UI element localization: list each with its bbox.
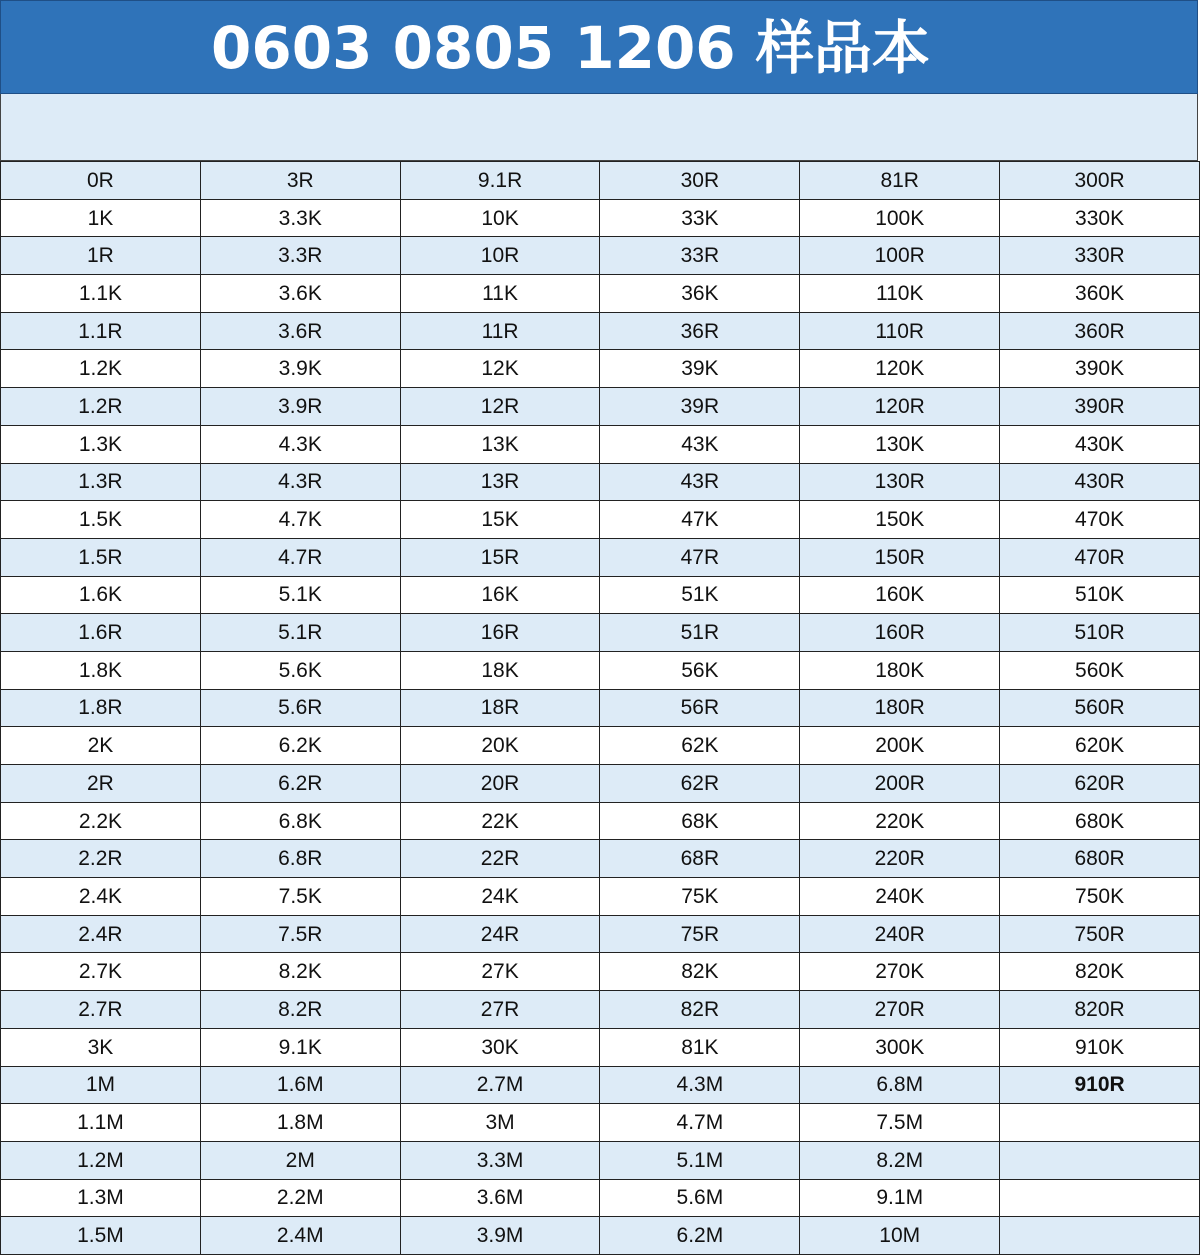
table-cell: 39K bbox=[600, 350, 800, 388]
table-cell: 5.6R bbox=[200, 689, 400, 727]
resistor-values-table bbox=[0, 161, 1200, 1255]
table-cell: 2R bbox=[1, 765, 201, 803]
table-cell: 5.1K bbox=[200, 576, 400, 614]
table-cell: 75R bbox=[600, 915, 800, 953]
table-body bbox=[1, 162, 1200, 1255]
table-cell: 100K bbox=[800, 199, 1000, 237]
table-cell: 1.8R bbox=[1, 689, 201, 727]
table-cell: 820R bbox=[1000, 991, 1200, 1029]
table-cell: 30K bbox=[400, 1028, 600, 1066]
table-cell: 20R bbox=[400, 765, 600, 803]
table-cell: 910R bbox=[1000, 1066, 1200, 1104]
table-cell: 1.1R bbox=[1, 312, 201, 350]
table-cell: 2.7R bbox=[1, 991, 201, 1029]
table-cell: 240K bbox=[800, 878, 1000, 916]
table-row bbox=[1, 915, 1200, 953]
table-cell: 16R bbox=[400, 614, 600, 652]
table-cell: 1R bbox=[1, 237, 201, 275]
table-cell: 200R bbox=[800, 765, 1000, 803]
table-cell bbox=[1000, 1104, 1200, 1142]
table-row bbox=[1, 727, 1200, 765]
table-cell: 3M bbox=[400, 1104, 600, 1142]
table-cell bbox=[1000, 1179, 1200, 1217]
table-cell: 620R bbox=[1000, 765, 1200, 803]
table-row bbox=[1, 501, 1200, 539]
table-cell: 11K bbox=[400, 275, 600, 313]
table-row bbox=[1, 1141, 1200, 1179]
table-cell: 1.5K bbox=[1, 501, 201, 539]
table-cell: 68R bbox=[600, 840, 800, 878]
table-cell: 2.7K bbox=[1, 953, 201, 991]
page-title: 0603 0805 1206 样品本 bbox=[211, 14, 930, 82]
table-cell: 51K bbox=[600, 576, 800, 614]
table-cell: 30R bbox=[600, 162, 800, 200]
table-cell: 1.1K bbox=[1, 275, 201, 313]
table-cell: 68K bbox=[600, 802, 800, 840]
table-cell: 200K bbox=[800, 727, 1000, 765]
table-cell: 560K bbox=[1000, 651, 1200, 689]
table-cell: 2.2M bbox=[200, 1179, 400, 1217]
table-cell: 3.9R bbox=[200, 388, 400, 426]
table-cell: 2.7M bbox=[400, 1066, 600, 1104]
table-row bbox=[1, 1066, 1200, 1104]
table-cell: 1.8M bbox=[200, 1104, 400, 1142]
table-cell: 150K bbox=[800, 501, 1000, 539]
table-cell: 9.1R bbox=[400, 162, 600, 200]
table-cell: 120K bbox=[800, 350, 1000, 388]
table-cell: 300R bbox=[1000, 162, 1200, 200]
table-cell: 110K bbox=[800, 275, 1000, 313]
table-row bbox=[1, 1217, 1200, 1255]
table-cell: 6.8K bbox=[200, 802, 400, 840]
table-cell: 8.2R bbox=[200, 991, 400, 1029]
table-cell: 910K bbox=[1000, 1028, 1200, 1066]
table-cell: 7.5R bbox=[200, 915, 400, 953]
table-cell: 33R bbox=[600, 237, 800, 275]
table-cell: 130R bbox=[800, 463, 1000, 501]
table-cell: 39R bbox=[600, 388, 800, 426]
table-cell: 220R bbox=[800, 840, 1000, 878]
table-cell: 510R bbox=[1000, 614, 1200, 652]
table-cell: 5.6K bbox=[200, 651, 400, 689]
table-cell: 24K bbox=[400, 878, 600, 916]
table-cell: 130K bbox=[800, 425, 1000, 463]
table-cell: 47K bbox=[600, 501, 800, 539]
table-cell: 4.7M bbox=[600, 1104, 800, 1142]
table-cell: 13K bbox=[400, 425, 600, 463]
table-cell: 110R bbox=[800, 312, 1000, 350]
table-cell: 7.5K bbox=[200, 878, 400, 916]
table-cell: 36K bbox=[600, 275, 800, 313]
table-cell: 2.2K bbox=[1, 802, 201, 840]
table-cell: 10K bbox=[400, 199, 600, 237]
table-cell: 62K bbox=[600, 727, 800, 765]
table-row bbox=[1, 388, 1200, 426]
table-cell: 1.6M bbox=[200, 1066, 400, 1104]
table-cell: 1.3M bbox=[1, 1179, 201, 1217]
table-row bbox=[1, 538, 1200, 576]
table-cell: 10R bbox=[400, 237, 600, 275]
table-cell: 3.6K bbox=[200, 275, 400, 313]
table-cell: 1.8K bbox=[1, 651, 201, 689]
table-row bbox=[1, 689, 1200, 727]
table-cell: 1K bbox=[1, 199, 201, 237]
table-cell: 15R bbox=[400, 538, 600, 576]
table-row bbox=[1, 840, 1200, 878]
table-row bbox=[1, 463, 1200, 501]
table-cell: 4.3K bbox=[200, 425, 400, 463]
table-cell: 12K bbox=[400, 350, 600, 388]
table-cell: 6.8M bbox=[800, 1066, 1000, 1104]
table-cell: 2M bbox=[200, 1141, 400, 1179]
table-cell: 470K bbox=[1000, 501, 1200, 539]
table-cell: 680K bbox=[1000, 802, 1200, 840]
table-cell: 9.1K bbox=[200, 1028, 400, 1066]
table-cell: 51R bbox=[600, 614, 800, 652]
table-cell: 2.2R bbox=[1, 840, 201, 878]
table-cell: 1M bbox=[1, 1066, 201, 1104]
table-cell: 6.8R bbox=[200, 840, 400, 878]
table-cell: 4.7R bbox=[200, 538, 400, 576]
table-cell: 27R bbox=[400, 991, 600, 1029]
table-cell: 680R bbox=[1000, 840, 1200, 878]
table-cell bbox=[1000, 1141, 1200, 1179]
table-cell: 3.9M bbox=[400, 1217, 600, 1255]
table-cell: 360R bbox=[1000, 312, 1200, 350]
table-cell: 560R bbox=[1000, 689, 1200, 727]
table-cell: 220K bbox=[800, 802, 1000, 840]
table-cell: 10M bbox=[800, 1217, 1000, 1255]
table-row bbox=[1, 312, 1200, 350]
table-cell: 390K bbox=[1000, 350, 1200, 388]
table-row bbox=[1, 576, 1200, 614]
table-cell: 3.3R bbox=[200, 237, 400, 275]
table-cell: 4.7K bbox=[200, 501, 400, 539]
table-cell: 5.1R bbox=[200, 614, 400, 652]
table-cell: 6.2M bbox=[600, 1217, 800, 1255]
table-row bbox=[1, 1028, 1200, 1066]
table-cell: 7.5M bbox=[800, 1104, 1000, 1142]
table-cell: 2K bbox=[1, 727, 201, 765]
table-cell: 62R bbox=[600, 765, 800, 803]
table-cell: 2.4M bbox=[200, 1217, 400, 1255]
table-cell: 3.3M bbox=[400, 1141, 600, 1179]
table-cell: 12R bbox=[400, 388, 600, 426]
table-cell: 1.2M bbox=[1, 1141, 201, 1179]
table-cell: 75K bbox=[600, 878, 800, 916]
table-cell: 3K bbox=[1, 1028, 201, 1066]
table-row bbox=[1, 199, 1200, 237]
table-row bbox=[1, 162, 1200, 200]
table-cell: 1.2R bbox=[1, 388, 201, 426]
table-cell: 270R bbox=[800, 991, 1000, 1029]
table-cell: 13R bbox=[400, 463, 600, 501]
table-cell: 750R bbox=[1000, 915, 1200, 953]
table-cell: 2.4K bbox=[1, 878, 201, 916]
table-cell: 3R bbox=[200, 162, 400, 200]
table-cell: 36R bbox=[600, 312, 800, 350]
header-banner bbox=[0, 0, 1198, 94]
table-cell: 8.2K bbox=[200, 953, 400, 991]
table-cell: 1.5R bbox=[1, 538, 201, 576]
table-cell: 160K bbox=[800, 576, 1000, 614]
table-cell: 43K bbox=[600, 425, 800, 463]
table-cell: 0R bbox=[1, 162, 201, 200]
table-row bbox=[1, 991, 1200, 1029]
table-row bbox=[1, 275, 1200, 313]
table-cell: 5.1M bbox=[600, 1141, 800, 1179]
table-row bbox=[1, 1104, 1200, 1142]
table-row bbox=[1, 802, 1200, 840]
table-cell: 390R bbox=[1000, 388, 1200, 426]
table-row bbox=[1, 953, 1200, 991]
table-cell: 1.3R bbox=[1, 463, 201, 501]
table-cell: 820K bbox=[1000, 953, 1200, 991]
table-cell: 56R bbox=[600, 689, 800, 727]
table-row bbox=[1, 765, 1200, 803]
blank-band bbox=[0, 94, 1198, 161]
table-cell: 22R bbox=[400, 840, 600, 878]
table-cell: 4.3M bbox=[600, 1066, 800, 1104]
table-row bbox=[1, 350, 1200, 388]
table-cell: 81K bbox=[600, 1028, 800, 1066]
table-cell: 180K bbox=[800, 651, 1000, 689]
table-row bbox=[1, 425, 1200, 463]
table-cell: 9.1M bbox=[800, 1179, 1000, 1217]
table-cell: 4.3R bbox=[200, 463, 400, 501]
table-cell: 330R bbox=[1000, 237, 1200, 275]
table-cell: 47R bbox=[600, 538, 800, 576]
table-row bbox=[1, 614, 1200, 652]
table-cell: 5.6M bbox=[600, 1179, 800, 1217]
table-cell: 430K bbox=[1000, 425, 1200, 463]
table-cell: 15K bbox=[400, 501, 600, 539]
table-cell: 6.2R bbox=[200, 765, 400, 803]
table-cell: 470R bbox=[1000, 538, 1200, 576]
table-cell: 330K bbox=[1000, 199, 1200, 237]
table-cell: 120R bbox=[800, 388, 1000, 426]
table-cell: 16K bbox=[400, 576, 600, 614]
table-cell: 82K bbox=[600, 953, 800, 991]
table-cell: 22K bbox=[400, 802, 600, 840]
table-cell: 240R bbox=[800, 915, 1000, 953]
table-cell: 3.3K bbox=[200, 199, 400, 237]
table-cell: 620K bbox=[1000, 727, 1200, 765]
table-cell: 510K bbox=[1000, 576, 1200, 614]
table-cell: 6.2K bbox=[200, 727, 400, 765]
table-cell: 24R bbox=[400, 915, 600, 953]
table-cell: 33K bbox=[600, 199, 800, 237]
table-cell: 100R bbox=[800, 237, 1000, 275]
table-cell: 43R bbox=[600, 463, 800, 501]
table-cell: 18R bbox=[400, 689, 600, 727]
table-cell: 1.2K bbox=[1, 350, 201, 388]
table-row bbox=[1, 651, 1200, 689]
table-cell: 1.6R bbox=[1, 614, 201, 652]
table-cell: 1.5M bbox=[1, 1217, 201, 1255]
table-cell: 300K bbox=[800, 1028, 1000, 1066]
table-cell: 81R bbox=[800, 162, 1000, 200]
table-cell: 3.9K bbox=[200, 350, 400, 388]
table-cell bbox=[1000, 1217, 1200, 1255]
table-cell: 11R bbox=[400, 312, 600, 350]
table-cell: 27K bbox=[400, 953, 600, 991]
table-cell: 1.6K bbox=[1, 576, 201, 614]
table-row bbox=[1, 1179, 1200, 1217]
table-cell: 1.3K bbox=[1, 425, 201, 463]
table-cell: 18K bbox=[400, 651, 600, 689]
table-cell: 270K bbox=[800, 953, 1000, 991]
table-cell: 3.6M bbox=[400, 1179, 600, 1217]
table-cell: 160R bbox=[800, 614, 1000, 652]
table-cell: 150R bbox=[800, 538, 1000, 576]
table-cell: 3.6R bbox=[200, 312, 400, 350]
table-cell: 360K bbox=[1000, 275, 1200, 313]
table-cell: 20K bbox=[400, 727, 600, 765]
table-cell: 180R bbox=[800, 689, 1000, 727]
table-row bbox=[1, 237, 1200, 275]
table-cell: 8.2M bbox=[800, 1141, 1000, 1179]
table-cell: 1.1M bbox=[1, 1104, 201, 1142]
table-row bbox=[1, 878, 1200, 916]
table-cell: 750K bbox=[1000, 878, 1200, 916]
table-cell: 56K bbox=[600, 651, 800, 689]
table-cell: 2.4R bbox=[1, 915, 201, 953]
table-cell: 82R bbox=[600, 991, 800, 1029]
table-cell: 430R bbox=[1000, 463, 1200, 501]
